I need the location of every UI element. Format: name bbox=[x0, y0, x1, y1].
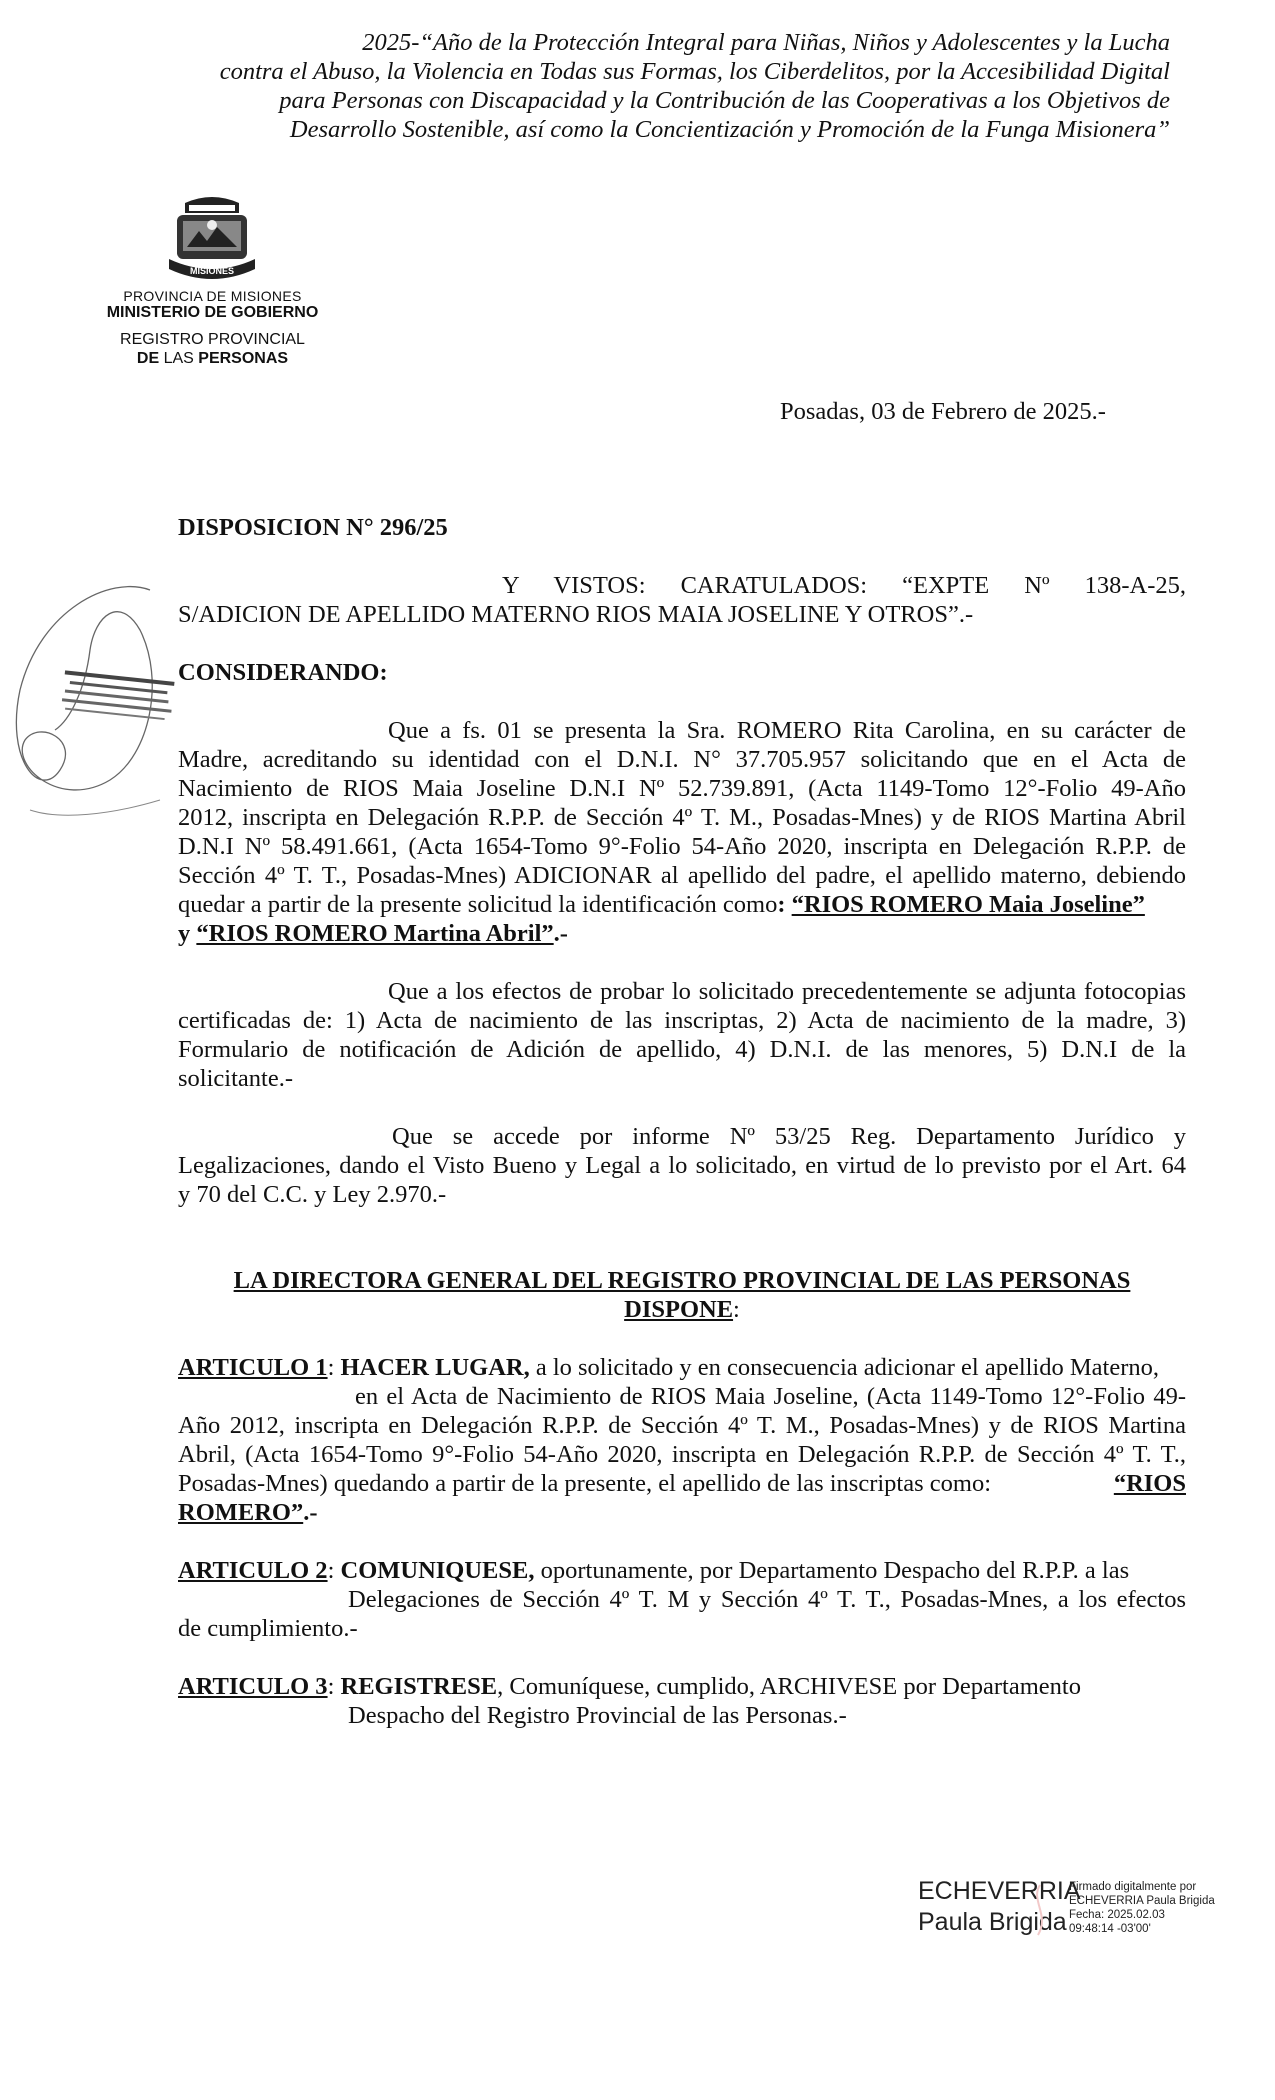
paragraph-line: y 70 del C.C. y Ley 2.970.- bbox=[178, 1181, 447, 1208]
motto-line: para Personas con Discapacidad y la Contribución de las Cooperativas a los Objetivos de bbox=[279, 87, 1170, 114]
vistos-line: S/ADICION DE APELLIDO MATERNO RIOS MAIA JOSELINE Y OTROS”.- bbox=[178, 601, 974, 628]
article-2: ARTICULO 2: COMUNIQUESE, oportunamente, por Departamento Despacho del R.P.P. a las bbox=[178, 1557, 1130, 1584]
paragraph-line: Abril, (Acta 1654-Tomo 9°-Folio 54-Año 2020, inscripta en Delegación R.P.P. de Sección 4º T. T., bbox=[178, 1441, 1186, 1468]
paragraph-line: D.N.I Nº 58.491.661, (Acta 1654-Tomo 9°-Folio 54-Año 2020, inscripta en Delegación R.P.P. de bbox=[178, 833, 1186, 860]
paragraph-line: Que a los efectos de probar lo solicitado precedentemente se adjunta fotocopias bbox=[388, 978, 1186, 1005]
new-name-maia: “RIOS ROMERO Maia Joseline” bbox=[791, 891, 1145, 918]
provincial-seal-icon bbox=[163, 195, 261, 287]
paragraph-line: en el Acta de Nacimiento de RIOS Maia Joseline, (Acta 1149-Tomo 12°-Folio 49- bbox=[355, 1383, 1186, 1410]
motto-line: 2025-“Año de la Protección Integral para Niñas, Niños y Adolescentes y la Lucha bbox=[362, 29, 1170, 56]
disposition-number: DISPOSICION N° 296/25 bbox=[178, 514, 448, 541]
paragraph-line: y “RIOS ROMERO Martina Abril”.- bbox=[178, 920, 568, 947]
paragraph-line: ROMERO”.- bbox=[178, 1499, 318, 1526]
dispone-heading: DISPONE: bbox=[624, 1296, 740, 1323]
paragraph-line: solicitante.- bbox=[178, 1065, 293, 1092]
vistos-line: Y VISTOS: CARATULADOS: “EXPTE Nº 138-A-25, bbox=[502, 572, 1186, 599]
digital-signature-info: Firmado digitalmente por ECHEVERRIA Paula Brigida Fecha: 2025.02.03 09:48:14 -03'00' bbox=[1069, 1881, 1215, 1935]
surname-romero: ROMERO” bbox=[178, 1499, 304, 1526]
paragraph-line: certificadas de: 1) Acta de nacimiento de las inscriptas, 2) Acta de nacimiento de la madre, 3) bbox=[178, 1007, 1186, 1034]
legal-advisor-stamp-icon bbox=[58, 668, 176, 738]
paragraph-line: Legalizaciones, dando el Visto Bueno y Legal a lo solicitado, en virtud de lo previsto por el Art. 64 bbox=[178, 1152, 1186, 1179]
paragraph-line: Sección 4º T. T., Posadas-Mnes) ADICIONAR al apellido del padre, el apellido materno, debiendo bbox=[178, 862, 1186, 889]
paragraph-line: Que se accede por informe Nº 53/25 Reg. Departamento Jurídico y bbox=[392, 1123, 1186, 1150]
seal-text: MISIONES bbox=[189, 266, 235, 276]
motto-line: contra el Abuso, la Violencia en Todas sus Formas, los Ciberdelitos, por la Accesibilidad Digital bbox=[219, 58, 1170, 85]
paragraph-line: de cumplimiento.- bbox=[178, 1615, 358, 1642]
paragraph-line: quedar a partir de la presente solicitud la identificación como: “RIOS ROMERO Maia Joseline” bbox=[178, 891, 1145, 918]
paragraph-line: Año 2012, inscripta en Delegación R.P.P. de Sección 4º T. M., Posadas-Mnes) y de RIOS Martina bbox=[178, 1412, 1186, 1439]
paragraph-line: Que a fs. 01 se presenta la Sra. ROMERO Rita Carolina, en su carácter de bbox=[388, 717, 1186, 744]
directorate-heading: LA DIRECTORA GENERAL DEL REGISTRO PROVINCIAL DE LAS PERSONAS bbox=[233, 1267, 1131, 1294]
registry-de: DE bbox=[136, 350, 160, 367]
signature-flourish bbox=[1010, 1880, 1070, 1940]
paragraph-line: Nacimiento de RIOS Maia Joseline D.N.I Nº 52.739.891, (Acta 1149-Tomo 12°-Folio 49-Año bbox=[178, 775, 1186, 802]
new-name-martina: “RIOS ROMERO Martina Abril” bbox=[196, 920, 554, 947]
considerando-heading: CONSIDERANDO: bbox=[178, 659, 388, 686]
registry-las: LAS bbox=[159, 350, 199, 367]
document-date: Posadas, 03 de Febrero de 2025.- bbox=[780, 398, 1106, 425]
registry-personas: PERSONAS bbox=[198, 350, 289, 367]
paragraph-line: Formulario de notificación de Adición de apellido, 4) D.N.I. de las menores, 5) D.N.I de la bbox=[178, 1036, 1186, 1063]
paragraph-line: 2012, inscripta en Delegación R.P.P. de Sección 4º T. M., Posadas-Mnes) y de RIOS Martina Abril bbox=[178, 804, 1186, 831]
article-3: ARTICULO 3: REGISTRESE, Comuníquese, cumplido, ARCHIVESE por Departamento bbox=[178, 1673, 1081, 1700]
paragraph-line: Posadas-Mnes) quedando a partir de la presente, el apellido de las inscriptas como: “RIOS bbox=[178, 1470, 1186, 1497]
signature-name: ECHEVERRIA Paula Brigida bbox=[918, 1877, 1081, 1936]
article-label: ARTICULO 2 bbox=[178, 1557, 328, 1584]
article-1: ARTICULO 1: HACER LUGAR, a lo solicitado y en consecuencia adicionar el apellido Materno, bbox=[178, 1354, 1159, 1381]
ministry-name: MINISTERIO DE GOBIERNO bbox=[106, 304, 319, 321]
paragraph-line: Despacho del Registro Provincial de las Personas.- bbox=[348, 1702, 847, 1729]
province-name: PROVINCIA DE MISIONES bbox=[123, 288, 302, 304]
paragraph-line: Madre, acreditando su identidad con el D.N.I. N° 37.705.957 solicitando que en el Acta de bbox=[178, 746, 1186, 773]
registry-name-line2 bbox=[90, 350, 335, 368]
motto-line: Desarrollo Sostenible, así como la Concientización y Promoción de la Funga Misionera” bbox=[289, 116, 1170, 143]
article-label: ARTICULO 3 bbox=[178, 1673, 328, 1700]
article-label: ARTICULO 1 bbox=[178, 1354, 328, 1381]
surname-rios: “RIOS bbox=[1113, 1470, 1186, 1497]
paragraph-line: Delegaciones de Sección 4º T. M y Sección 4º T. T., Posadas-Mnes, a los efectos bbox=[348, 1586, 1186, 1613]
registry-name-line1: REGISTRO PROVINCIAL bbox=[120, 331, 305, 348]
year-motto bbox=[170, 28, 1170, 144]
